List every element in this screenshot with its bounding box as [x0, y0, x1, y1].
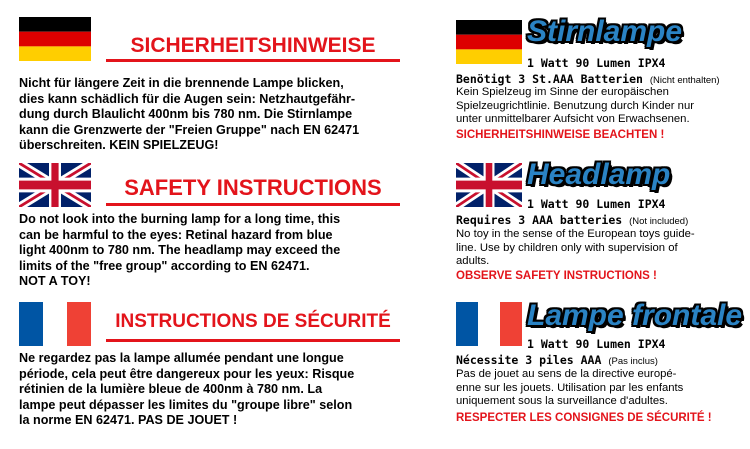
- german-spec: 1 Watt 90 Lumen IPX4: [527, 56, 666, 70]
- english-toy-notice: No toy in the sense of the European toys guide- line. Use by children only with supervision of adults.: [456, 228, 695, 268]
- german-warning: SICHERHEITSHINWEISE BEACHTEN !: [456, 129, 665, 141]
- uk-flag-icon: [19, 163, 91, 207]
- english-battery-requirement: Requires 3 AAA batteries (Not included): [456, 213, 689, 227]
- french-toy-notice: Pas de jouet au sens de la directive europé- enne sur les jouets. Utilisation par les enfants uniquement sous la surveillance d'adultes.: [456, 368, 684, 408]
- uk-flag-icon: [456, 163, 522, 207]
- english-safety-text: Do not look into the burning lamp for a long time, this can be harmful to the eyes: Retinal hazard from blue light 400nm to 780 nm. The headlamp may exceed the limits of the "free group" according to EN 62471. NOT A TOY!: [19, 212, 341, 289]
- german-safety-title: SICHERHEITSHINWEISE: [130, 34, 376, 57]
- french-warning: RESPECTER LES CONSIGNES DE SÉCURITÉ !: [456, 412, 712, 424]
- english-safety-title: SAFETY INSTRUCTIONS: [124, 175, 382, 200]
- lampe-frontale-title: Lampe frontale: [527, 299, 743, 332]
- germany-flag-icon: [19, 17, 91, 61]
- english-spec: 1 Watt 90 Lumen IPX4: [527, 197, 666, 211]
- germany-flag-icon: [456, 20, 522, 64]
- stirnlampe-title: Stirnlampe: [527, 15, 683, 48]
- english-title-rule: [106, 203, 400, 206]
- french-battery-requirement: Nécessite 3 piles AAA (Pas inclus): [456, 353, 658, 367]
- french-title-rule: [106, 339, 400, 342]
- french-spec: 1 Watt 90 Lumen IPX4: [527, 337, 666, 351]
- english-warning: OBSERVE SAFETY INSTRUCTIONS !: [456, 270, 657, 282]
- german-title-rule: [106, 59, 400, 62]
- french-safety-title: INSTRUCTIONS DE SÉCURITÉ: [115, 311, 391, 332]
- france-flag-icon: [19, 302, 91, 346]
- german-toy-notice: Kein Spielzeug im Sinne der europäischen Spielzeugrichtlinie. Benutzung durch Kinder nur unter unmittelbarer Aufsicht von Erwachsenen.: [456, 86, 695, 126]
- german-safety-text: Nicht für längere Zeit in die brennende Lampe blicken, dies kann schädlich für die Augen sein: Netzhautgefähr- dung durch Blaulicht 400nm bis 780 nm. Die Stirnlampe kann die Grenzwerte der "Freien Gruppe" nach EN 62471 überschreiten. KEIN SPIELZEUG!: [19, 76, 360, 153]
- headlamp-title: Headlamp: [527, 158, 671, 191]
- france-flag-icon: [456, 302, 522, 346]
- french-safety-text: Ne regardez pas la lampe allumée pendant une longue période, cela peut être dangereux pour les yeux: Risque rétinien de la lumière bleue de 400nm à 780 nm. La lampe peut dépasser les limites du "groupe libre" selon la norme EN 62471. PAS DE JOUET !: [19, 351, 355, 428]
- german-battery-requirement: Benötigt 3 St.AAA Batterien (Nicht enthalten): [456, 72, 720, 86]
